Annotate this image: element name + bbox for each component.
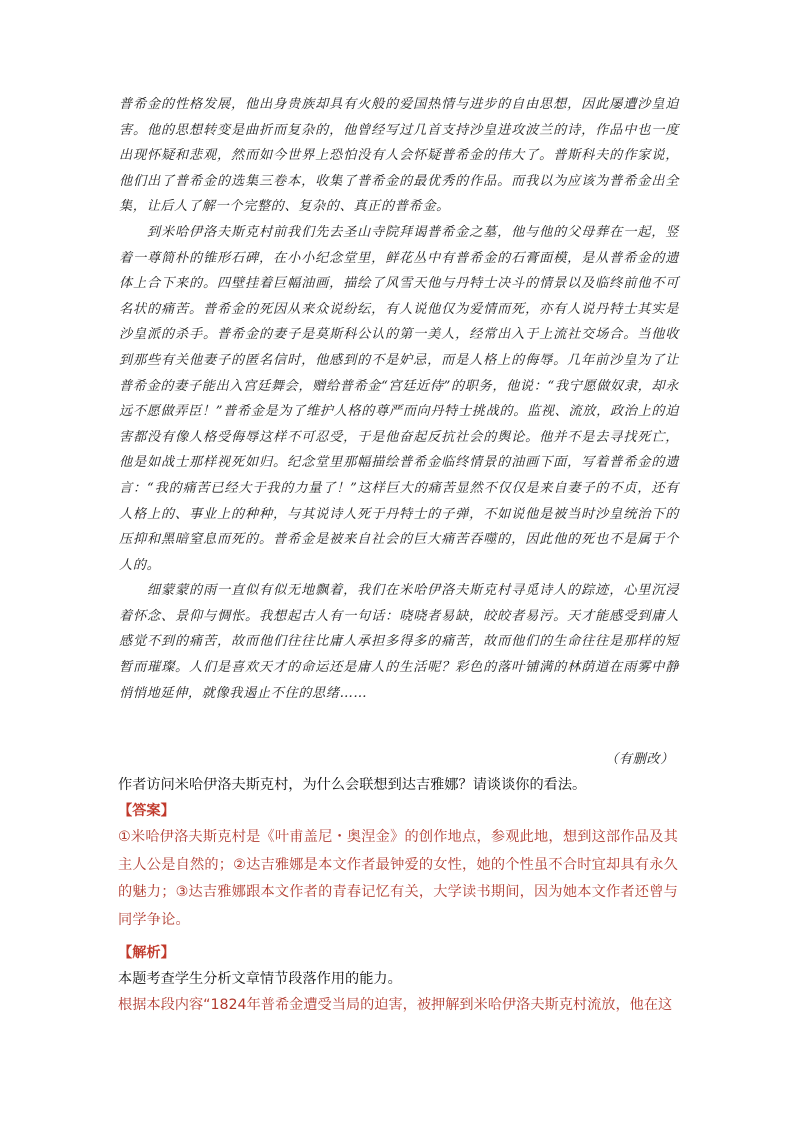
reading-passage (119, 92, 679, 706)
passage-paragraph: 到米哈伊洛夫斯克村前我们先去圣山寺院拜谒普希金之墓，他与他的父母葬在一起，竖着一尊简朴的锥形石碑，在小小纪念堂里，鲜花丛中有普希金的石膏面模，是从普希金的遗体上合下来的。四壁挂着巨幅油画，描绘了风雪天他与丹特士决斗的情景以及临终前他不可名状的痛苦。普希金的死因从来众说纷纭，有人说他仅为爱情而死，亦有人说丹特士其实是沙皇派的杀手。普希金的妻子是莫斯科公认的第一美人，经常出入于上流社交场合。当他收到那些有关他妻子的匿名信时，他感到的不是妒忌，而是人格上的侮辱。几年前沙皇为了让普希金的妻子能出入宫廷舞会，赠给普希金“宫廷近侍”的职务，他说：“我宁愿做奴隶，却永远不愿做弄臣！”普希金是为了维护人格的尊严而向丹特士挑战的。监视、流放，政治上的迫害都没有像人格受侮辱这样不可忍受，于是他奋起反抗社会的舆论。他并不是去寻找死亡，他是如战士那样视死如归。纪念堂里那幅描绘普希金临终情景的油画下面，写着普希金的遗言：“我的痛苦已经大于我的力量了！”这样巨大的痛苦显然不仅仅是来自妻子的不贞，还有人格上的、事业上的种种，与其说诗人死于丹特士的子弹，不如说他是被当时沙皇统治下的压抑和黑暗窒息而死的。普希金是被来自社会的巨大痛苦吞噬的，因此他的死也不是属于个人的。 (119, 224, 679, 573)
edit-note: （有删改） (605, 752, 674, 767)
passage-paragraph: 细蒙蒙的雨一直似有似无地飘着，我们在米哈伊洛夫斯克村寻觅诗人的踪迹，心里沉浸着怀念、景仰与惆怅。我想起古人有一句话：哓哓者易缺，皎皎者易污。天才能感受到庸人感觉不到的痛苦，故而他们往往比庸人承担多得多的痛苦，故而他们的生命往往是那样的短暂而璀璨。人们是喜欢天才的命运还是庸人的生活呢？彩色的落叶铺满的林荫道在雨雾中静悄悄地延伸，就像我遏止不住的思绪…… (119, 583, 679, 701)
answer-text: ①米哈伊洛夫斯克村是《叶甫盖尼・奥涅金》的创作地点，参观此地，想到这部作品及其主人公是自然的；②达吉雅娜是本文作者最钟爱的女性，她的个性虽不合时宜却具有永久的魅力；③达吉雅娜跟本文作者的青春记忆有关，大学读书期间，因为她本文作者还曾与同学争论。 (118, 829, 678, 928)
question-text: 作者访问米哈伊洛夫斯克村，为什么会联想到达吉雅娜？请谈谈你的看法。 (118, 777, 587, 793)
analysis-intro: 本题考查学生分析文章情节段落作用的能力。 (118, 971, 402, 987)
passage-paragraph: 普希金的性格发展，他出身贵族却具有火般的爱国热情与进步的自由思想，因此屡遭沙皇迫害。他的思想转变是曲折而复杂的，他曾经写过几首支持沙皇进攻波兰的诗，作品中也一度出现怀疑和悲观，然而如今世界上恐怕没有人会怀疑普希金的伟大了。普斯科夫的作家说，他们出了普希金的选集三卷本，收集了普希金的最优秀的作品。而我以为应该为普希金出全集，让后人了解一个完整的、复杂的、真正的普希金。 (119, 97, 679, 215)
analysis-body: 根据本段内容“1824年普希金遭受当局的迫害，被押解到米哈伊洛夫斯克村流放，他在这 (118, 997, 673, 1013)
answer-label: 【答案】 (118, 803, 175, 819)
analysis-label: 【解析】 (118, 945, 175, 961)
